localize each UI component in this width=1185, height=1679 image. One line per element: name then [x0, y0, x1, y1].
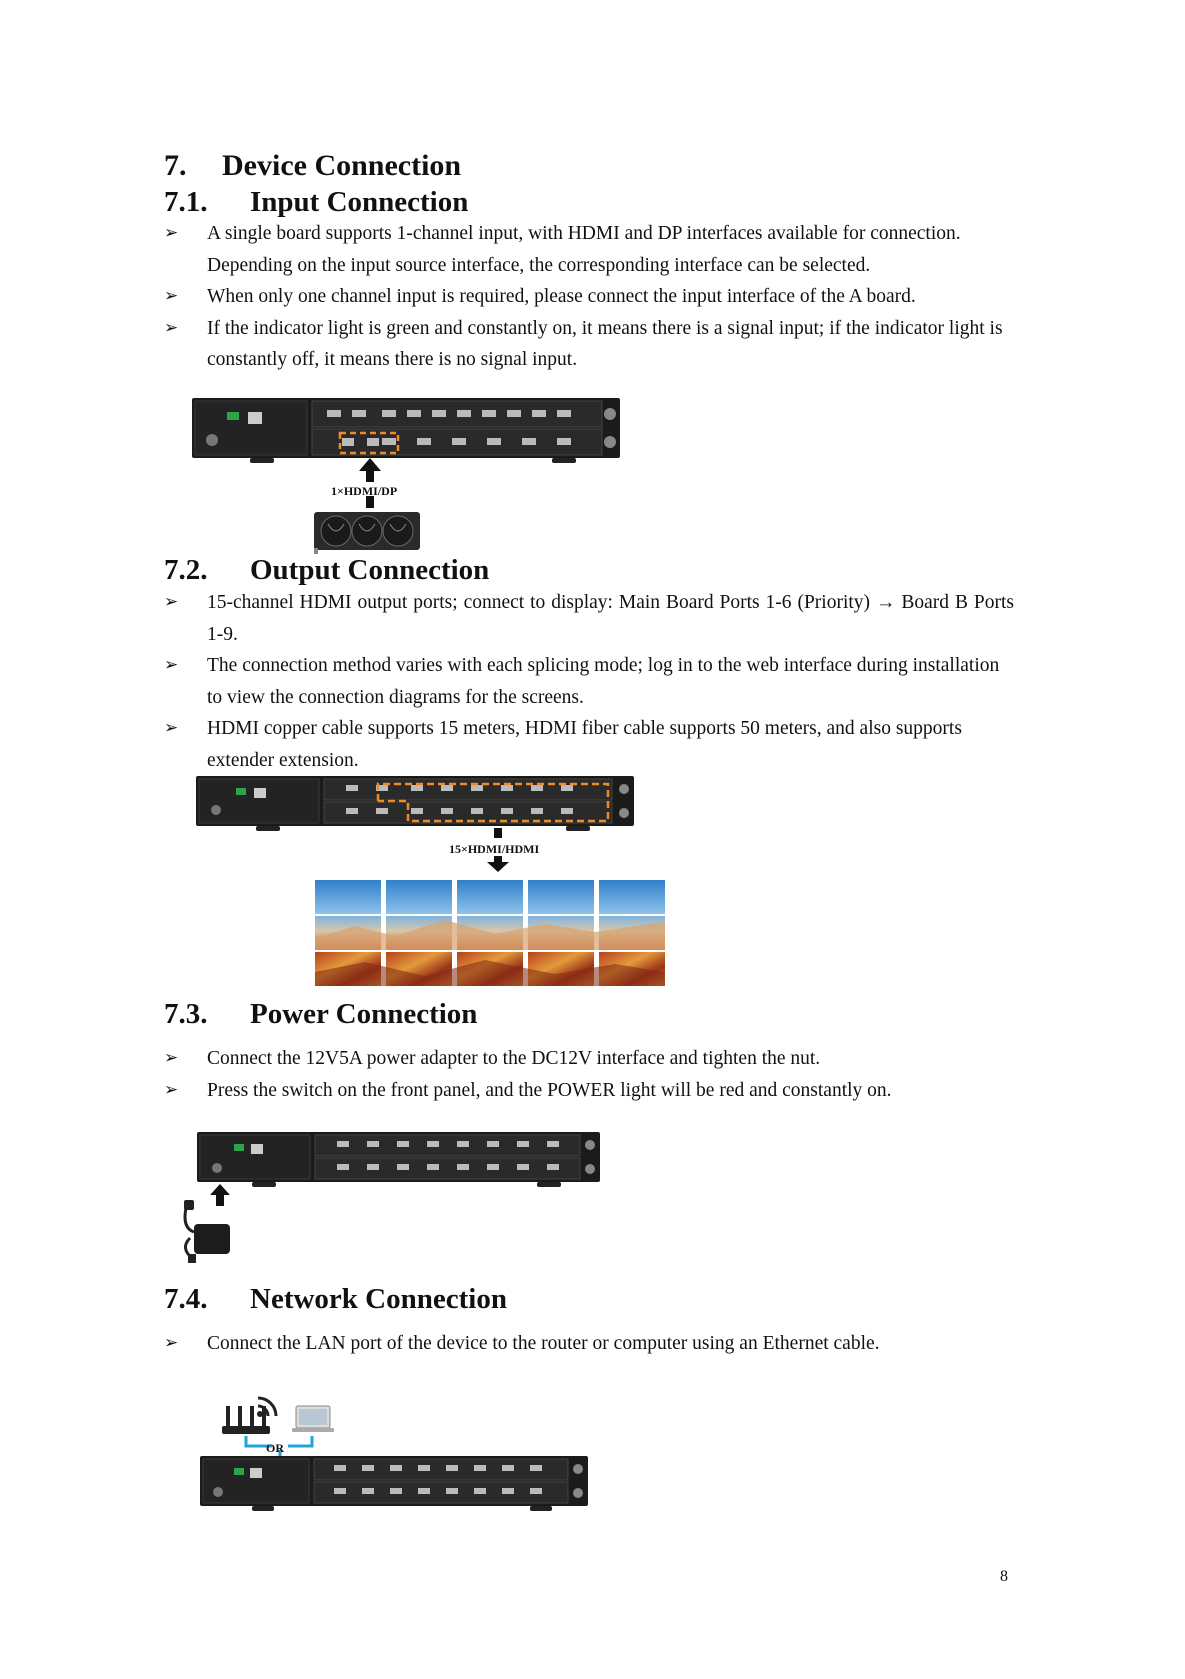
section-number: 7. [164, 149, 187, 182]
list-item: ➢ If the indicator light is green and constantly on, it means there is a signal input; if the indicator light is constantly off, it means there is no signal input. [164, 313, 1014, 376]
bullet-arrow-icon: ➢ [164, 655, 179, 675]
figure-label: OR [266, 1441, 284, 1455]
list-item: ➢ When only one channel input is required, please connect the input interface of the A board. [164, 281, 1014, 313]
video-wall-controller-image [192, 398, 622, 468]
bullet-arrow-icon: ➢ [164, 592, 179, 612]
input-device-figure [192, 398, 622, 468]
section-7-heading [164, 148, 461, 184]
output-connection-bullets [164, 587, 1014, 776]
bullet-arrow-icon: ➢ [164, 1079, 179, 1100]
network-connection-bullets [164, 1328, 1014, 1360]
page-number: 8 [1000, 1568, 1008, 1585]
bullet-arrow-icon: ➢ [164, 223, 179, 243]
power-connection-bullets [164, 1043, 1014, 1106]
list-item: ➢ The connection method varies with each splicing mode; log in to the web interface during installation to view the connection diagrams for the screens. [164, 650, 1014, 713]
list-item: ➢ 15-channel HDMI output ports; connect to display: Main Board Ports 1-6 (Priority) → Board B Ports 1-9. [164, 587, 1014, 650]
section-title: Device Connection [222, 149, 462, 182]
section-number: 7.2. [164, 554, 208, 586]
section-number: 7.4. [164, 1283, 208, 1315]
router-icon [222, 1406, 270, 1434]
power-device-figure [197, 1132, 602, 1188]
list-item: ➢ Connect the 12V5A power adapter to the DC12V interface and tighten the nut. [164, 1043, 1014, 1075]
bullet-arrow-icon: ➢ [164, 1333, 179, 1353]
list-item: ➢ Press the switch on the front panel, and the POWER light will be red and constantly on. [164, 1075, 1014, 1107]
wifi-icon [257, 1398, 276, 1417]
section-title: Input Connection [250, 186, 469, 218]
bullet-arrow-icon: ➢ [164, 286, 179, 306]
section-title: Network Connection [250, 1283, 507, 1315]
figure-label: 1×HDMI/DP [331, 484, 398, 498]
power-adapter-image [180, 1198, 236, 1264]
section-7-3-heading [164, 996, 477, 1032]
input-connection-bullets [164, 218, 1014, 376]
figure-label: 15×HDMI/HDMI [449, 842, 540, 856]
bullet-arrow-icon: ➢ [164, 718, 179, 738]
section-number: 7.1. [164, 186, 208, 218]
bullet-arrow-icon: ➢ [164, 1048, 179, 1068]
bullet-arrow-icon: ➢ [164, 317, 179, 338]
laptop-icon [292, 1406, 334, 1432]
section-7-1-heading [164, 184, 468, 220]
network-device-figure [200, 1456, 590, 1516]
video-wall-controller-image [196, 776, 636, 846]
video-wall-controller-image [200, 1456, 590, 1516]
list-item: ➢ Connect the LAN port of the device to the router or computer using an Ethernet cable. [164, 1328, 1014, 1360]
list-item: ➢ HDMI copper cable supports 15 meters, HDMI fiber cable supports 50 meters, and also supports extender extension. [164, 713, 1014, 776]
section-7-2-heading [164, 552, 489, 588]
arrow-up-icon [358, 458, 382, 508]
list-item: ➢ A single board supports 1-channel input, with HDMI and DP interfaces available for connection. Depending on the input source interface, the corresponding interface can be selected. [164, 218, 1014, 281]
section-number: 7.3. [164, 998, 208, 1030]
output-device-figure [196, 776, 636, 846]
graphics-card-image [314, 508, 422, 554]
section-7-4-heading [164, 1281, 507, 1317]
section-title: Output Connection [250, 554, 490, 586]
display-wall-image [315, 880, 665, 986]
section-title: Power Connection [250, 998, 478, 1030]
video-wall-controller-image [197, 1132, 602, 1188]
